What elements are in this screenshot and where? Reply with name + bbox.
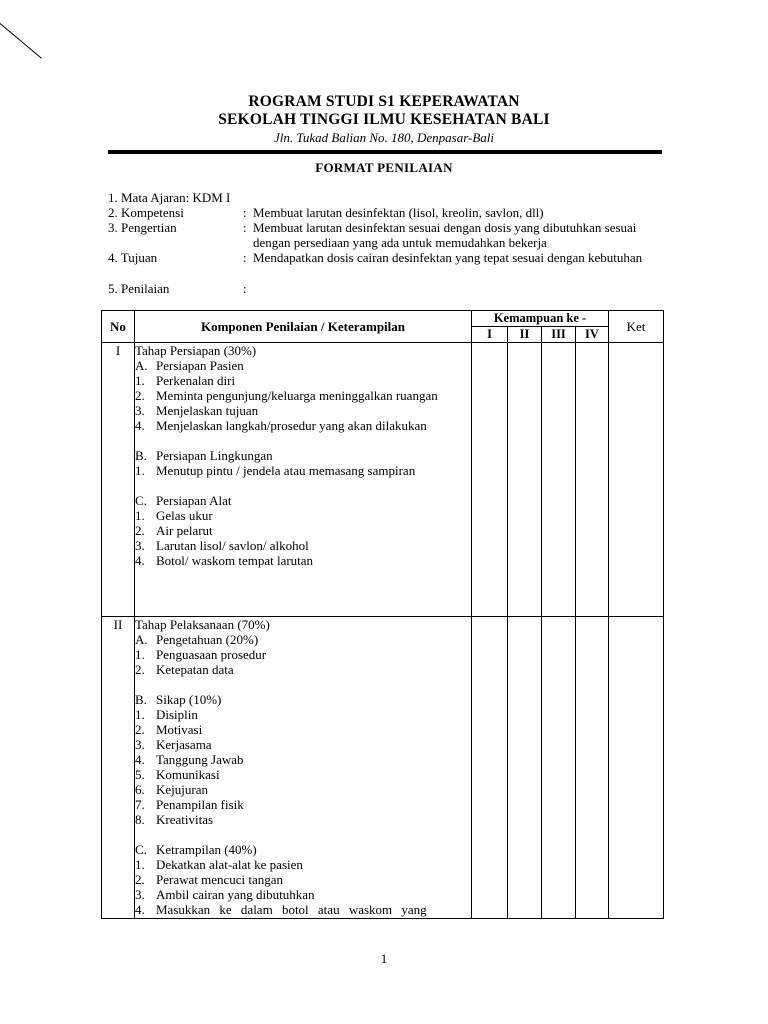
list-item: 2. Air pelarut: [135, 523, 213, 538]
header-level-iv: IV: [576, 327, 609, 343]
row-components: [135, 343, 472, 617]
penilaian-label: 5. Penilaian: [108, 281, 170, 296]
list-item: 3. Kerjasama: [135, 737, 212, 752]
ket-cell[interactable]: [609, 617, 664, 919]
header-level-i: I: [472, 327, 508, 343]
tujuan-label: 4. Tujuan: [108, 250, 158, 265]
list-item: 1. Penguasaan prosedur: [135, 647, 267, 662]
pengertian-value: Membuat larutan desinfektan sesuai dengan dosis yang dibutuhkan sesuai dengan persediaan yang ada untuk memudahkan bekerja: [253, 220, 637, 250]
header-level-ii: II: [508, 327, 542, 343]
list-item: 4. Botol/ waskom tempat larutan: [135, 553, 314, 568]
stage-title: Tahap Pelaksanaan (70%): [135, 617, 270, 632]
table-row: [102, 343, 664, 617]
row-components: [135, 617, 472, 919]
header-kemampuan: Kemampuan ke -: [472, 311, 609, 327]
colon: :: [243, 205, 247, 220]
header-rule: [108, 150, 662, 154]
tujuan-value: Mendapatkan dosis cairan desinfektan yang tepat sesuai dengan kebutuhan: [253, 250, 643, 265]
header-no: No: [102, 311, 135, 343]
score-cell-i[interactable]: [472, 343, 508, 617]
section-heading: A. Persiapan Pasien: [135, 358, 244, 373]
list-item: 2. Ketepatan data: [135, 662, 234, 677]
score-cell-ii[interactable]: [508, 343, 542, 617]
header-address: Jln. Tukad Balian No. 180, Denpasar-Bali: [273, 130, 494, 145]
score-cell-iii[interactable]: [542, 617, 576, 919]
list-item: 3. Ambil cairan yang dibutuhkan: [135, 887, 315, 902]
kompetensi-label: 2. Kompetensi: [108, 205, 184, 220]
score-cell-iii[interactable]: [542, 343, 576, 617]
list-item: 6. Kejujuran: [135, 782, 208, 797]
page-number: 1: [380, 951, 388, 966]
list-item: 5. Komunikasi: [135, 767, 220, 782]
assessment-table: [101, 310, 664, 919]
colon: :: [243, 250, 247, 265]
row-number: I: [102, 343, 135, 617]
score-cell-iv[interactable]: [576, 343, 609, 617]
table-row: [102, 617, 664, 919]
list-item: 7. Penampilan fisik: [135, 797, 244, 812]
list-item: 3. Larutan lisol/ savlon/ alkohol: [135, 538, 309, 553]
mata-ajaran-text: 1. Mata Ajaran: KDM I: [108, 190, 231, 205]
score-cell-i[interactable]: [472, 617, 508, 919]
form-title: FORMAT PENILAIAN: [315, 160, 453, 175]
list-item: 2. Motivasi: [135, 722, 203, 737]
ket-cell[interactable]: [609, 343, 664, 617]
kompetensi-value: Membuat larutan desinfektan (lisol, kreolin, savlon, dll): [253, 205, 544, 220]
list-item: 4. Menjelaskan langkah/prosedur yang akan dilakukan: [135, 418, 427, 433]
section-heading: A. Pengetahuan (20%): [135, 632, 259, 647]
list-item: 1. Menutup pintu / jendela atau memasang sampiran: [135, 463, 416, 478]
colon: :: [243, 220, 247, 235]
header-ket: Ket: [609, 311, 664, 343]
score-cell-iv[interactable]: [576, 617, 609, 919]
score-cell-ii[interactable]: [508, 617, 542, 919]
header-program: ROGRAM STUDI S1 KEPERAWATAN: [248, 93, 520, 110]
stage-title: Tahap Persiapan (30%): [135, 343, 257, 358]
list-item: 1. Dekatkan alat-alat ke pasien: [135, 857, 303, 872]
header-level-iii: III: [542, 327, 576, 343]
section-heading: C. Ketrampilan (40%): [135, 842, 257, 857]
section-heading: B. Sikap (10%): [135, 692, 222, 707]
list-item: 4. Tanggung Jawab: [135, 752, 244, 767]
list-item: 1. Perkenalan diri: [135, 373, 236, 388]
list-item: 2. Meminta pengunjung/keluarga meninggalkan ruangan: [135, 388, 438, 403]
list-item: 3. Menjelaskan tujuan: [135, 403, 259, 418]
colon: :: [243, 281, 247, 296]
section-heading: C. Persiapan Alat: [135, 493, 232, 508]
header-komponen: Komponen Penilaian / Keterampilan: [135, 311, 472, 343]
list-item: 1. Disiplin: [135, 707, 198, 722]
pengertian-label: 3. Pengertian: [108, 220, 177, 235]
list-item: 8. Kreativitas: [135, 812, 214, 827]
section-heading: B. Persiapan Lingkungan: [135, 448, 273, 463]
row-number: II: [102, 617, 135, 919]
header-school: SEKOLAH TINGGI ILMU KESEHATAN BALI: [218, 111, 550, 128]
list-item: 2. Perawat mencuci tangan: [135, 872, 284, 887]
corner-diagonal-line: [0, 18, 42, 59]
list-item: 4. Masukkan ke dalam botol atau waskom yang: [135, 902, 427, 917]
list-item: 1. Gelas ukur: [135, 508, 213, 523]
